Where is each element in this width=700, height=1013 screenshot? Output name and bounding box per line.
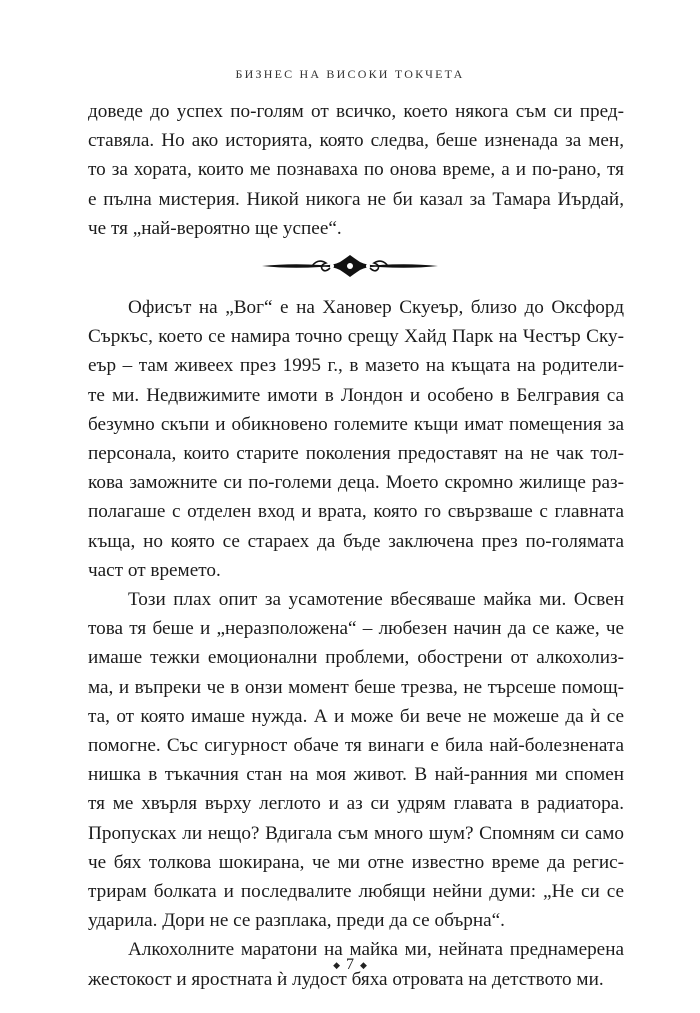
text-line: помогне. Със сигурност обаче тя винаги е била най-болезнената <box>88 735 624 757</box>
text-line: те ми. Недвижимите имоти в Лондон и особено в Белгравия са <box>88 384 624 406</box>
text-line: жестокост и яростната ѝ лудост бяха отровата на детството ми. <box>88 968 604 990</box>
text-line: ма, и въпреки че в онзи момент беше трезва, не търсеше помощ- <box>88 676 624 698</box>
text-line: полагаше с отделен вход и врата, която го свързваше с главната <box>88 501 624 523</box>
text-line: това тя беше и „неразположена“ – любезен начин да се каже, че <box>88 618 624 640</box>
folio-ornament-icon: ◆ <box>333 959 340 970</box>
running-head: БИЗНЕС НА ВИСОКИ ТОКЧЕТА <box>235 67 465 81</box>
text-line: тя ме хвърля върху леглото и аз си удрям главата в радиатора. <box>88 793 624 815</box>
text-line: е пълна мистерия. Никой никога не би казал за Тамара Иърдай, <box>88 188 624 210</box>
text-line: Пропусках ли нещо? Вдигала съм много шум? Спомням си само <box>88 822 624 844</box>
text-line: ставяла. Но ако историята, която следва, беше изненада за мен, <box>88 130 624 152</box>
text-block-top <box>88 97 624 243</box>
paragraph <box>88 585 624 935</box>
text-line: нишка в тъкачния стан на моя живот. В най-ранния ми спомен <box>88 764 624 786</box>
text-line: къща, но която се стараех да бъде заключена през по-голямата <box>88 530 624 552</box>
text-line: то за хората, които ме познаваха по онова време, а и по-рано, тя <box>88 159 624 181</box>
text-line: че бях толкова шокирана, че ми отне известно време да регис- <box>88 851 624 873</box>
text-line: Алкохолните маратони на майка ми, нейната преднамерена <box>128 939 624 961</box>
text-line: трирам болката и последвалите любящи нейни думи: „Не си се <box>88 881 624 903</box>
text-line: Офисът на „Вог“ е на Хановер Скуеър, близо до Оксфорд <box>128 297 624 318</box>
text-line: доведе до успех по-голям от всичко, което някога съм си пред- <box>88 101 624 122</box>
text-line: кова заможните си по-големи деца. Моето скромно жилище раз- <box>88 472 624 494</box>
folio-ornament-icon: ◆ <box>360 959 367 970</box>
text-line: еър – там живеех през 1995 г., в мазето на къщата на родители- <box>88 355 624 377</box>
text-line: че тя „най-вероятно ще успее“. <box>88 217 342 239</box>
page-number-value: 7 <box>346 956 354 973</box>
paragraph <box>88 293 624 585</box>
text-line: Този плах опит за усамотение вбесяваше майка ми. Освен <box>128 589 624 611</box>
paragraph-continued <box>88 97 624 243</box>
text-line: имаше тежки емоционални проблеми, обострени от алкохолиз- <box>88 647 624 669</box>
text-line: безумно скъпи и обикновено големите къщи имат помещения за <box>88 413 624 435</box>
text-line: та, от която имаше нужда. А и може би вече не можеше да ѝ се <box>88 705 624 727</box>
text-line: част от времето. <box>88 559 221 581</box>
text-block-main <box>88 293 624 994</box>
text-line: Съркъс, което се намира точно срещу Хайд Парк на Честър Ску- <box>88 326 624 348</box>
page-number <box>0 956 700 974</box>
text-line: персонала, които старите поколения предоставят на не чак тол- <box>88 443 624 465</box>
text-line: ударила. Дори не се разплака, преди да се обърна“. <box>88 910 505 932</box>
section-break-ornament-icon <box>260 253 440 279</box>
